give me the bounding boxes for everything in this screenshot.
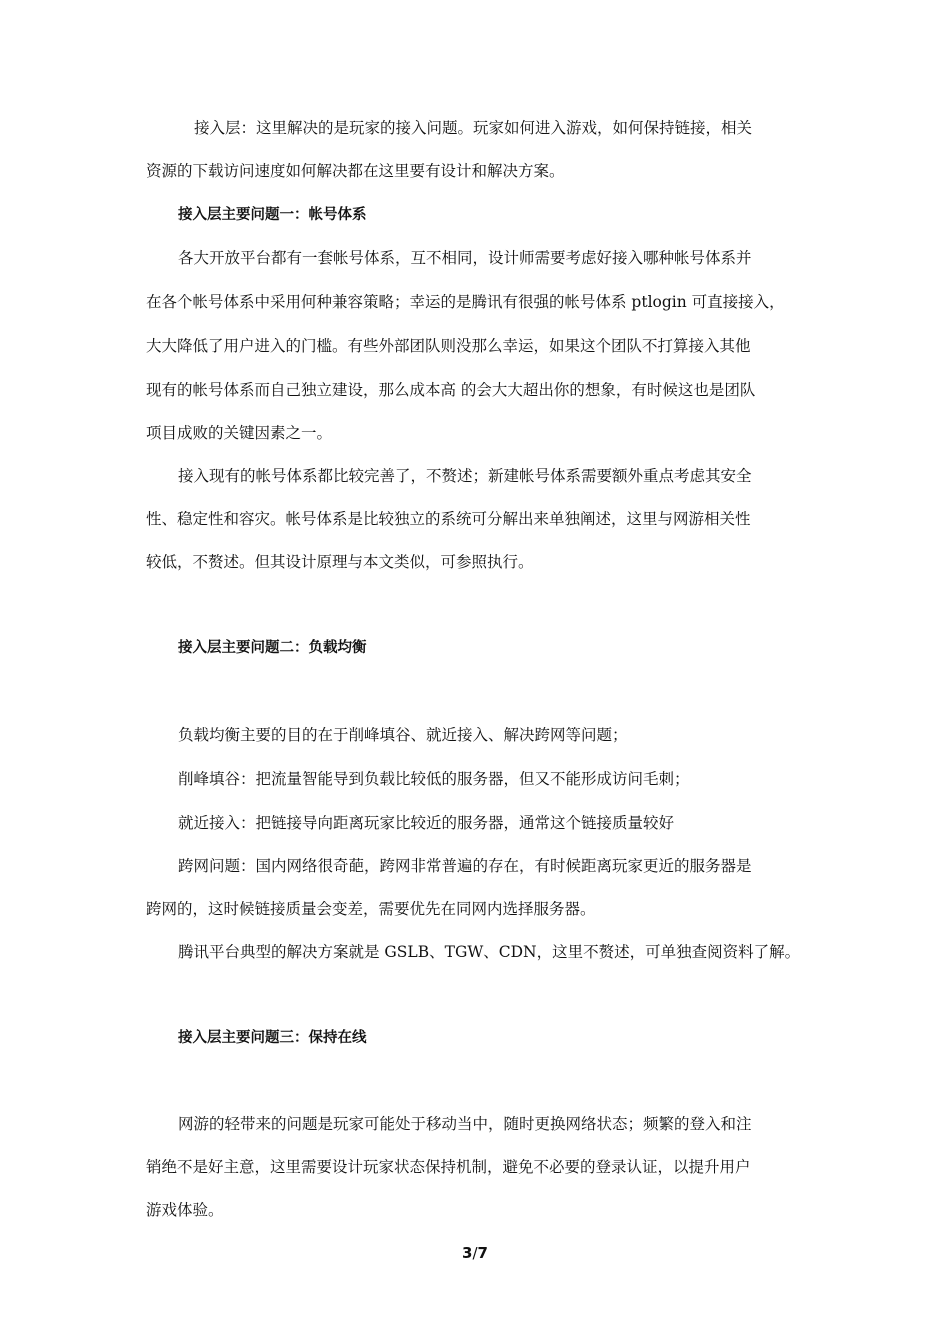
paragraph-line: 销绝不是好主意，这里需要设计玩家状态保持机制，避免不必要的登录认证，以提升用户 — [146, 1158, 751, 1176]
paragraph-line: 各大开放平台都有一套帐号体系，互不相同，设计师需要考虑好接入哪种帐号体系并 — [178, 249, 752, 267]
paragraph-line: 就近接入：把链接导向距离玩家比较近的服务器，通常这个链接质量较好 — [178, 814, 675, 832]
section-heading-keep-online: 接入层主要问题三：保持在线 — [178, 1030, 367, 1046]
paragraph-line: 负载均衡主要的目的在于削峰填谷、就近接入、解决跨网等问题； — [178, 726, 628, 744]
current-page-number: 3 — [462, 1244, 473, 1262]
paragraph-line: 大大降低了用户进入的门槛。有些外部团队则没那么幸运，如果这个团队不打算接入其他 — [146, 337, 751, 355]
page-separator: / — [472, 1244, 478, 1262]
intro-line: 资源的下载访问速度如何解决都在这里要有设计和解决方案。 — [146, 162, 565, 180]
paragraph-line: 较低，不赘述。但其设计原理与本文类似，可参照执行。 — [146, 553, 534, 571]
paragraph-line: 现有的帐号体系而自己独立建设，那么成本高 的会大大超出你的想象，有时候这也是团队 — [146, 381, 756, 399]
paragraph-line: 跨网的，这时候链接质量会变差，需要优先在同网内选择服务器。 — [146, 900, 596, 918]
section-heading-load-balancing: 接入层主要问题二：负载均衡 — [178, 640, 367, 656]
paragraph-line: 游戏体验。 — [146, 1201, 224, 1219]
paragraph-line: 网游的轻带来的问题是玩家可能处于移动当中，随时更换网络状态；频繁的登入和注 — [178, 1115, 752, 1133]
section-heading-account-system: 接入层主要问题一：帐号体系 — [178, 207, 367, 223]
paragraph-line: 性、稳定性和容灾。帐号体系是比较独立的系统可分解出来单独阐述，这里与网游相关性 — [146, 510, 751, 528]
paragraph-line: 腾讯平台典型的解决方案就是 GSLB、TGW、CDN，这里不赘述，可单独查阅资料了解。 — [178, 943, 801, 961]
paragraph-line: 接入现有的帐号体系都比较完善了，不赘述；新建帐号体系需要额外重点考虑其安全 — [178, 467, 752, 485]
intro-line: 接入层：这里解决的是玩家的接入问题。玩家如何进入游戏，如何保持链接，相关 — [194, 119, 753, 137]
paragraph-line: 项目成败的关键因素之一。 — [146, 424, 333, 442]
total-pages-number: 7 — [477, 1244, 488, 1262]
page-number — [0, 1243, 950, 1263]
paragraph-line: 在各个帐号体系中采用何种兼容策略；幸运的是腾讯有很强的帐号体系 ptlogin 可直接接入， — [146, 293, 785, 311]
paragraph-line: 跨网问题：国内网络很奇葩，跨网非常普遍的存在，有时候距离玩家更近的服务器是 — [178, 857, 752, 875]
paragraph-line: 削峰填谷：把流量智能导到负载比较低的服务器，但又不能形成访问毛刺； — [178, 770, 690, 788]
